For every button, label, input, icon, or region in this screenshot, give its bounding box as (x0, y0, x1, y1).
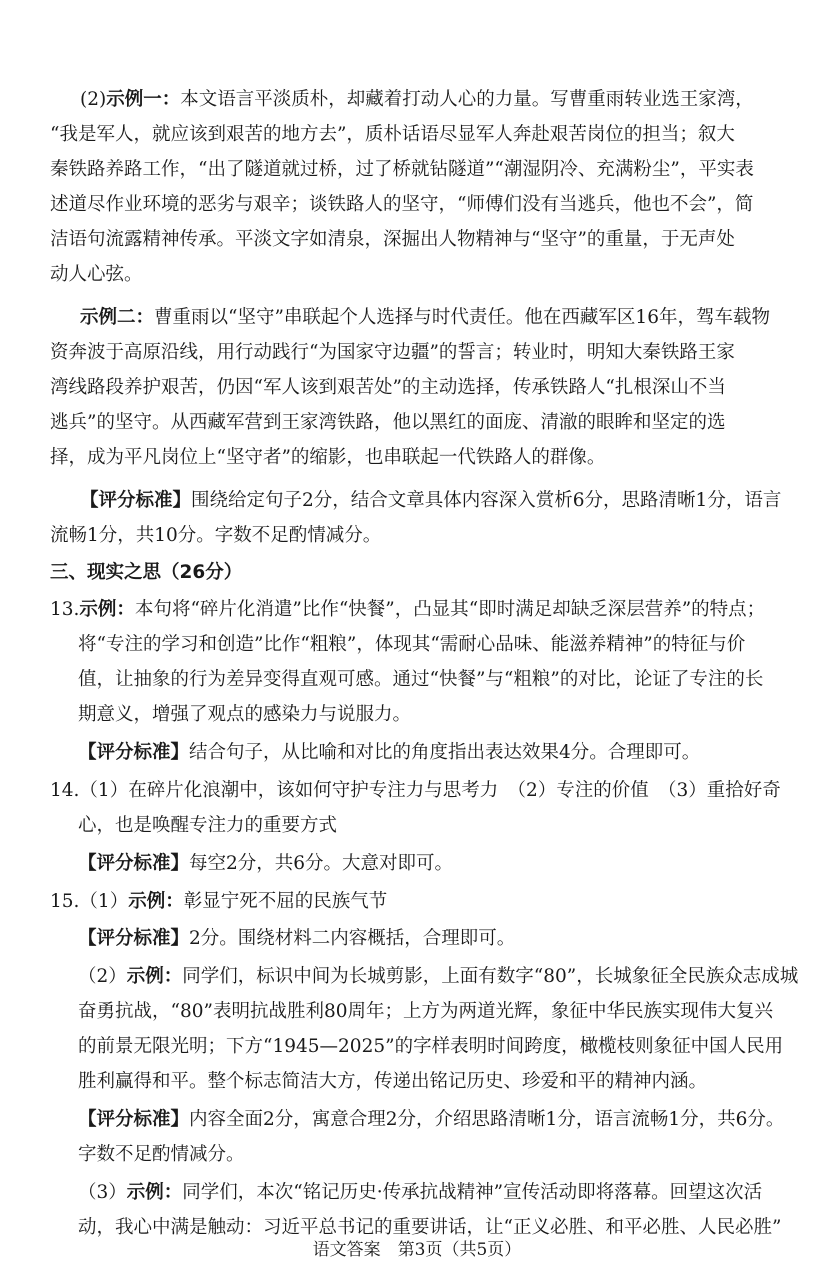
q12-2-ex2-line-4: 逃兵”的坚守。从西藏军营到王家湾铁路，他以黑红的面庞、清澈的眼眸和坚定的选 (50, 412, 726, 433)
q12-2-ex1-line-2: “我是军人，就应该到艰苦的地方去”，质朴话语尽显军人奔赴艰苦岗位的担当；叙大 (50, 124, 735, 145)
example-one-label: 示例一： (106, 89, 181, 110)
score-label: 【评分标准】 (80, 490, 192, 511)
q15-3-example-label: 示例： (126, 1182, 183, 1203)
q15-number: 15. (50, 891, 80, 912)
q15-2-line-2: 奋勇抗战，“80”表明抗战胜利80周年；上方为两道光辉，象征中华民族实现伟大复兴 (78, 1001, 773, 1022)
q12-score-line-2: 流畅1分，共10分。字数不足酌情减分。 (50, 525, 382, 546)
q15-2-line-4: 胜利赢得和平。整个标志简洁大方，传递出铭记历史、珍爱和平的精神内涵。 (78, 1071, 708, 1092)
q15-1: 15.（1）示例：彰显宁死不屈的民族气节 (50, 891, 388, 912)
q12-2-ex1-line-5: 洁语句流露精神传承。平淡文字如清泉，深掘出人物精神与“坚守”的重量，于无声处 (50, 229, 735, 250)
q14-line-1: 14.（1）在碎片化浪潮中，该如何守护专注力与思考力 （2）专注的价值 （3）重拾好奇 (50, 780, 781, 801)
q14-score: 【评分标准】每空2分，共6分。大意对即可。 (78, 853, 454, 874)
score-label: 【评分标准】 (78, 853, 190, 874)
q12-2-ex1-line-1: (2)示例一：本文语言平淡质朴，却藏着打动人心的力量。写曹重雨转业选王家湾， (80, 89, 754, 110)
q12-2-ex2-line-5: 择，成为平凡岗位上“坚守者”的缩影，也串联起一代铁路人的群像。 (50, 447, 606, 468)
example-two-label: 示例二： (80, 307, 155, 328)
q12-2-ex1-line-3: 秦铁路养路工作，“出了隧道就过桥，过了桥就钻隧道”“潮湿阴冷、充满粉尘”，平实表 (50, 159, 754, 180)
q12-score-line-1: 【评分标准】围绕给定句子2分，结合文章具体内容深入赏析6分，思路清晰1分，语言 (80, 490, 782, 511)
q12-2-ex2-line-3: 湾线路段养护艰苦，仍因“军人该到艰苦处”的主动选择，传承铁路人“扎根深山不当 (50, 377, 726, 398)
q13-example-label: 示例： (79, 599, 135, 620)
q12-2-ex2-line-2: 资奔波于高原沿线，用行动践行“为国家守边疆”的誓言；转业时，明知大秦铁路王家 (50, 342, 735, 363)
q15-2-example-label: 示例： (126, 966, 183, 987)
q15-1-score: 【评分标准】2分。围绕材料二内容概括，合理即可。 (78, 928, 516, 949)
score-label: 【评分标准】 (78, 742, 190, 763)
q15-2-score-line-1: 【评分标准】内容全面2分，寓意合理2分，介绍思路清晰1分，语言流畅1分，共6分。 (78, 1109, 785, 1130)
q15-1-example-label: 示例： (128, 891, 184, 912)
q15-2-score-line-2: 字数不足酌情减分。 (78, 1144, 245, 1165)
q15-3-line-2: 动，我心中满是触动：习近平总书记的重要讲话，让“正义必胜、和平必胜、人民必胜” (78, 1217, 782, 1238)
score-label: 【评分标准】 (78, 1109, 190, 1130)
q13-score: 【评分标准】结合句子，从比喻和对比的角度指出表达效果4分。合理即可。 (78, 742, 701, 763)
q14-line-2: 心，也是唤醒专注力的重要方式 (78, 815, 338, 836)
section-3-heading: 三、现实之思（26分） (50, 562, 243, 583)
q13-line-4: 期意义，增强了观点的感染力与说服力。 (78, 704, 412, 725)
q15-2-line-1: （2）示例：同学们，标识中间为长城剪影，上面有数字“80”，长城象征全民族众志成城 (78, 966, 799, 987)
q13-line-1: 13.示例：本句将“碎片化消遣”比作“快餐”，凸显其“即时满足却缺乏深层营养”的特点； (50, 599, 766, 620)
score-label: 【评分标准】 (78, 928, 190, 949)
page-footer: 语文答案 第3页（共5页） (312, 1240, 522, 1260)
q13-line-2: 将“专注的学习和创造”比作“粗粮”，体现其“需耐心品味、能滋养精神”的特征与价 (78, 634, 746, 655)
q12-2-ex2-line-1: 示例二：曹重雨以“坚守”串联起个人选择与时代责任。他在西藏军区16年，驾车载物 (80, 307, 770, 328)
q13-line-3: 值，让抽象的行为差异变得直观可感。通过“快餐”与“粗粮”的对比，论证了专注的长 (78, 669, 764, 690)
q12-2-ex1-line-6: 动人心弦。 (50, 264, 143, 285)
q14-number: 14. (50, 780, 80, 801)
q15-2-line-3: 的前景无限光明；下方“1945—2025”的字样表明时间跨度，橄榄枝则象征中国人民用 (78, 1036, 784, 1057)
q15-3-line-1: （3）示例：同学们，本次“铭记历史·传承抗战精神”宣传活动即将落幕。回望这次活 (78, 1182, 763, 1203)
q12-2-ex1-line-4: 述道尽作业环境的恶劣与艰辛；谈铁路人的坚守，“师傅们没有当逃兵，他也不会”，简 (50, 194, 754, 215)
q13-number: 13. (50, 599, 80, 620)
